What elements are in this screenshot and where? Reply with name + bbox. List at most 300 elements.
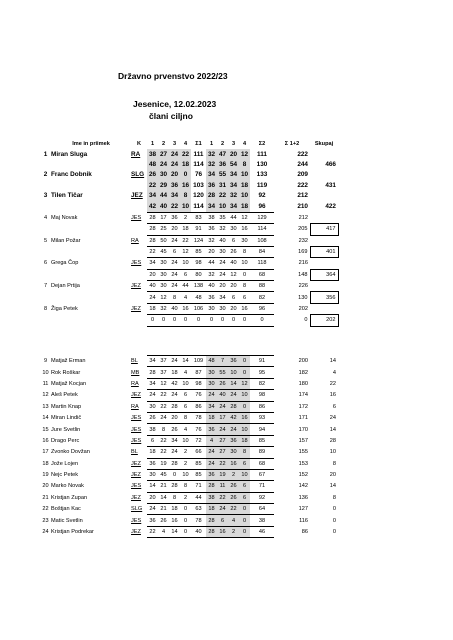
game-score: 2 [180,458,191,469]
game-score: 18 [206,412,217,423]
game-score: 27 [158,149,169,159]
game-score: 2 [180,492,191,503]
table-row [40,401,338,412]
team-total [310,212,338,223]
table-row [40,303,338,314]
game-score: 18 [147,303,158,314]
game-score: 2 [228,469,239,480]
game-score: 18 [180,160,191,170]
game-score: 12 [158,292,169,303]
club-code [131,292,147,303]
table-row [40,356,338,367]
game-score: 34 [206,401,217,412]
game-score: 30 [206,378,217,389]
game-score: 12 [239,149,250,159]
game-score: 22 [147,181,158,191]
game-score: 18 [239,181,250,191]
game-score: 38 [206,212,217,223]
sum-total: 182 [298,369,308,376]
sum1: 111 [193,150,204,158]
club-code: JES [131,426,142,433]
team-total: 422 [325,202,336,210]
game-score: 2 [180,447,191,458]
category-label: člani ciljno [149,111,193,121]
game-score: 20 [228,303,239,314]
game-score: 8 [239,160,250,170]
game-score: 16 [228,458,239,469]
game-score: 24 [217,504,228,515]
game-score: 24 [206,447,217,458]
game-score: 24 [147,390,158,401]
game-score: 14 [147,481,158,492]
player-name: Rok Roškar [51,369,81,376]
top-results-table [40,139,339,327]
game-score: 37 [158,356,169,367]
game-score: 54 [228,160,239,170]
table-row [40,224,338,235]
event-location-date: Jesenice, 12.02.2023 [133,99,217,109]
game-score: 8 [180,191,191,201]
game-score: 16 [180,181,191,191]
sum2: 84 [250,246,274,257]
game-score: 36 [206,224,217,235]
header-h3: 3 [231,141,236,148]
game-score: 24 [158,160,169,170]
game-score: 20 [217,281,228,292]
game-score: 6 [180,390,191,401]
team-total: 401 [310,246,338,257]
sum1: 78 [191,515,206,526]
game-score: 24 [217,424,228,435]
table-row [40,170,338,180]
rank: 13 [42,403,49,410]
game-score: 28 [206,481,217,492]
rank: 22 [42,506,49,513]
club-code: JES [131,415,142,422]
game-score: 24 [169,269,180,280]
game-score: 10 [239,191,250,201]
game-score: 12 [228,269,239,280]
table-row [40,269,338,280]
club-code [131,224,147,235]
game-score: 28 [147,235,158,246]
sum1: 76 [194,171,203,179]
team-total: 466 [325,160,336,168]
rank: 19 [42,472,49,479]
sum1: 72 [191,435,206,446]
player-name: Dejan Prtija [51,283,80,290]
sum2: 82 [250,378,274,389]
sum1: 138 [191,281,206,292]
team-total: 24 [329,415,336,422]
sum2: 67 [250,469,274,480]
sum-total: 172 [298,403,308,410]
team-total: 20 [329,472,336,479]
game-score: 28 [169,458,180,469]
sum-total: 226 [298,283,308,290]
game-score: 10 [180,378,191,389]
table-row [40,281,338,292]
sum1: 85 [191,246,206,257]
team-total: 0 [332,529,336,536]
club-code: JEZ [131,472,141,479]
club-code: JEZ [131,192,143,200]
sum2: 108 [250,235,274,246]
game-score: 12 [180,246,191,257]
sum-total: 142 [298,483,308,490]
rank [40,224,51,235]
sum-total: 232 [298,237,308,244]
game-score: 6 [217,515,228,526]
player-name [51,224,131,235]
game-score: 8 [239,246,250,257]
game-score: 6 [147,435,158,446]
club-code: JEZ [131,306,141,313]
player-name: Tilen Tičar [51,192,83,200]
club-code: BL [131,449,138,456]
header-team: Skupaj [314,141,334,148]
game-score: 0 [239,401,250,412]
rank: 24 [42,529,49,536]
rank: 12 [42,392,49,399]
game-score: 35 [217,212,228,223]
club-code: MB [131,369,140,376]
header-h1: 1 [209,141,214,148]
team-total [310,258,338,269]
game-score: 48 [147,160,158,170]
game-score: 0 [158,315,169,326]
player-name: Žiga Petek [51,306,78,313]
sum2: 130 [256,160,268,168]
rank [40,269,51,280]
game-score: 18 [239,201,250,212]
club-code [131,315,147,326]
game-score: 10 [180,435,191,446]
game-score: 8 [239,281,250,292]
game-score: 26 [147,412,158,423]
game-score: 7 [217,356,228,367]
table-row [40,191,338,201]
game-score: 10 [180,201,191,212]
game-score: 30 [228,447,239,458]
sum-total: 0 [304,317,308,324]
game-score: 28 [169,481,180,492]
game-score: 30 [158,258,169,269]
rank: 11 [42,380,49,387]
sum-total: 210 [297,202,308,210]
game-score: 34 [169,191,180,201]
game-score: 8 [169,292,180,303]
team-total: 14 [329,483,336,490]
rank: 23 [42,517,49,524]
game-score: 40 [217,390,228,401]
game-score: 8 [169,492,180,503]
sum1: 114 [193,160,204,168]
game-score: 20 [169,170,180,180]
sum1: 120 [193,192,204,200]
game-score: 18 [169,367,180,378]
game-score: 32 [158,303,169,314]
game-score: 28 [206,191,217,201]
game-score: 44 [180,281,191,292]
game-score: 22 [158,447,169,458]
header-h4: 4 [242,141,247,148]
game-score: 40 [228,258,239,269]
rank: 20 [42,483,49,490]
game-score: 27 [217,435,228,446]
game-score: 45 [158,246,169,257]
game-score: 34 [228,181,239,191]
game-score: 36 [147,515,158,526]
sum2: 88 [250,281,274,292]
sum-total: 200 [298,358,308,365]
rank [40,246,51,257]
game-score: 10 [180,258,191,269]
game-score: 34 [147,378,158,389]
game-score: 24 [217,401,228,412]
sum2: 129 [250,212,274,223]
game-score: 22 [180,149,191,159]
sum-total: 212 [298,214,308,221]
game-score: 10 [239,258,250,269]
game-score: 4 [180,424,191,435]
game-score: 28 [147,212,158,223]
club-code: JES [131,260,142,267]
game-score: 12 [239,212,250,223]
club-code: JES [131,437,142,444]
sum2: 93 [250,412,274,423]
game-score: 32 [228,191,239,201]
game-score: 32 [206,149,217,159]
game-score: 28 [206,515,217,526]
player-name: Drago Perc [51,437,80,444]
sum1: 76 [191,390,206,401]
rank: 14 [42,415,49,422]
game-score: 14 [158,492,169,503]
game-score: 36 [206,424,217,435]
sum-total: 171 [298,415,308,422]
game-score: 31 [217,181,228,191]
sum2: 96 [250,303,274,314]
sum1: 124 [191,235,206,246]
team-total: 28 [329,437,336,444]
sum2: 94 [250,424,274,435]
game-score: 18 [147,447,158,458]
table-row [40,435,338,446]
sum1: 83 [191,212,206,223]
game-score: 0 [147,315,158,326]
game-score: 16 [217,526,228,537]
team-total: 431 [325,181,336,189]
sum2: 71 [250,481,274,492]
game-score: 30 [158,269,169,280]
game-score: 24 [169,235,180,246]
game-score: 24 [228,424,239,435]
game-score: 24 [169,281,180,292]
sum-total: 153 [298,460,308,467]
team-total: 14 [329,426,336,433]
game-score: 17 [217,412,228,423]
sum-total: 202 [298,306,308,313]
sum-total: 216 [298,260,308,267]
sum1: 109 [191,356,206,367]
sum-total: 222 [297,150,308,158]
game-score: 36 [228,435,239,446]
player-name [51,201,131,212]
team-total: 8 [332,494,336,501]
game-score: 0 [239,367,250,378]
sum2: 118 [250,258,274,269]
game-score: 28 [228,401,239,412]
sum-total: 148 [298,271,308,278]
game-score: 30 [206,303,217,314]
game-score: 0 [239,356,250,367]
club-code: RA [131,150,141,158]
game-score: 22 [147,246,158,257]
sum1: 85 [191,458,206,469]
game-score: 34 [217,292,228,303]
rank: 15 [42,426,49,433]
team-total: 0 [332,517,336,524]
game-score: 10 [239,170,250,180]
table-row [40,181,338,191]
game-score: 14 [180,356,191,367]
sum2: 85 [250,435,274,446]
game-score: 0 [239,315,250,326]
sum-total: 86 [301,529,308,536]
game-score: 4 [180,367,191,378]
sum2: 111 [257,150,267,158]
player-name: Zvonko Dovžan [51,449,90,456]
game-score: 25 [158,224,169,235]
team-total: 14 [329,358,336,365]
game-score: 6 [228,292,239,303]
team-total [310,235,338,246]
sum1: 80 [191,269,206,280]
sum-total: 244 [297,160,308,168]
header-s1: Σ1 [195,141,202,148]
game-score: 0 [239,269,250,280]
sum-total: 205 [298,226,308,233]
game-score: 0 [180,315,191,326]
game-score: 22 [158,390,169,401]
game-score: 22 [158,401,169,412]
game-score: 8 [180,412,191,423]
game-score: 40 [147,281,158,292]
game-score: 8 [239,447,250,458]
game-score: 34 [228,170,239,180]
game-score: 6 [239,458,250,469]
game-score: 26 [158,515,169,526]
game-score: 22 [217,458,228,469]
table-row [40,424,338,435]
sum1: 40 [191,526,206,537]
player-name: Milan Požar [51,237,81,244]
rank: 6 [43,260,48,267]
game-score: 8 [180,481,191,492]
club-code: JEZ [131,494,141,501]
sum-total: 155 [298,449,308,456]
team-total [310,170,338,180]
game-score: 4 [158,526,169,537]
game-score: 16 [239,303,250,314]
player-name: Matic Svetlin [51,517,83,524]
club-code: JEZ [131,283,141,290]
rank: 18 [42,460,49,467]
header-club: K [136,141,142,148]
remaining-results-table [40,355,338,538]
game-score: 16 [239,412,250,423]
sum1: 106 [191,303,206,314]
game-score: 45 [158,469,169,480]
rank [40,160,51,170]
rank: 16 [42,437,49,444]
game-score: 19 [158,458,169,469]
game-score: 0 [180,515,191,526]
game-score: 36 [206,469,217,480]
game-score: 30 [217,246,228,257]
player-name: Jure Svetlin [51,426,81,433]
game-score: 55 [217,367,228,378]
game-score: 30 [158,170,169,180]
game-score: 34 [228,201,239,212]
club-code: SLG [131,506,143,513]
sum1: 44 [191,492,206,503]
rank: 17 [42,449,49,456]
game-score: 22 [147,526,158,537]
game-score: 18 [169,504,180,515]
game-score: 38 [147,149,158,159]
sum2: 114 [250,224,274,235]
club-code: JEZ [131,529,141,536]
table-row [40,315,338,326]
sum1: 91 [191,224,206,235]
game-score: 20 [228,149,239,159]
sum2: 92 [250,492,274,503]
sum2: 98 [250,390,274,401]
game-score: 24 [169,390,180,401]
game-score: 38 [206,492,217,503]
sum-total: 222 [297,181,308,189]
game-score: 42 [228,412,239,423]
game-score: 12 [239,378,250,389]
rank: 7 [43,283,48,290]
game-score: 6 [239,292,250,303]
game-score: 34 [147,191,158,201]
table-row [40,469,338,480]
header-g2: 2 [161,141,166,148]
player-name: Grega Čop [51,260,79,267]
game-score: 12 [158,378,169,389]
game-score: 24 [206,390,217,401]
game-score: 4 [228,515,239,526]
rank: 2 [43,171,48,179]
sum2: 68 [250,269,274,280]
game-score: 4 [206,435,217,446]
sum2: 38 [250,515,274,526]
game-score: 44 [206,258,217,269]
sum-total: 157 [298,437,308,444]
game-score: 0 [217,315,228,326]
game-score: 26 [228,246,239,257]
club-code [131,181,147,191]
game-score: 28 [147,224,158,235]
team-total: 417 [310,224,338,235]
sum-total: 174 [298,392,308,399]
player-name: Jože Lojen [51,460,79,467]
rank: 9 [43,358,48,365]
game-score: 34 [206,201,217,212]
